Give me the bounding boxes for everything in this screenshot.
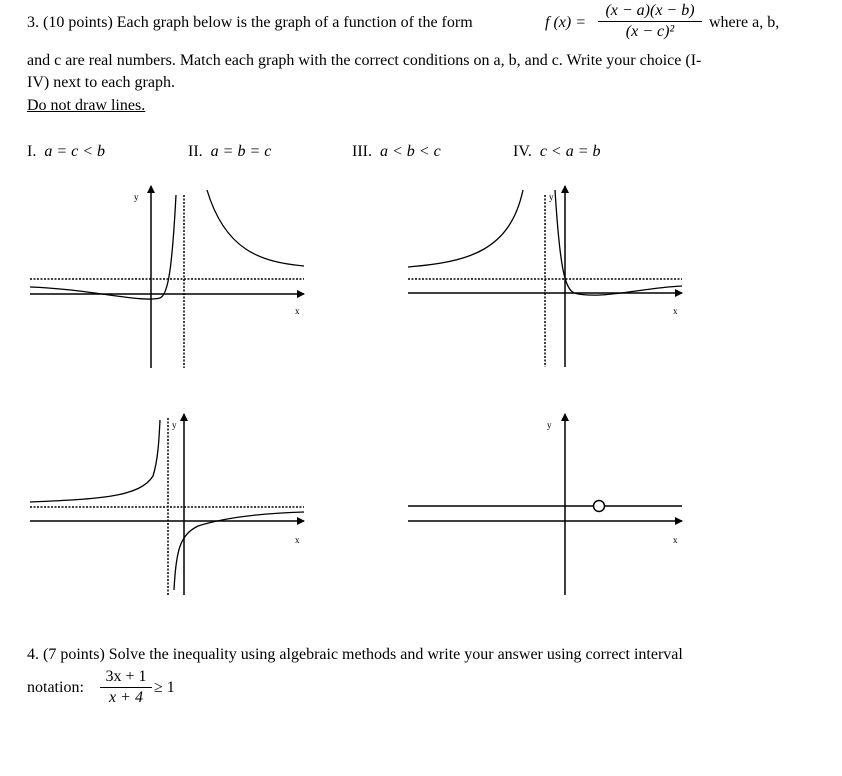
graph-2	[408, 186, 682, 367]
q4-denominator: x + 4	[109, 689, 143, 706]
option-1-roman: I.	[27, 143, 37, 160]
q4-notation-label: notation:	[27, 679, 84, 696]
graph-3	[30, 414, 304, 595]
q3-denominator: (x − c)²	[625, 23, 675, 40]
graph-3-x-label: x	[295, 535, 300, 545]
graph-1	[30, 186, 304, 368]
option-3-roman: III.	[352, 143, 372, 160]
q3-function-label: f (x) =	[545, 14, 586, 31]
graph-4-y-label: y	[547, 420, 552, 430]
graph-2-y-label: y	[549, 192, 554, 202]
graph-1-x-label: x	[295, 306, 300, 316]
graph-2-left-branch	[408, 190, 523, 267]
graph-3-y-label: y	[172, 420, 177, 430]
graph-1-y-label: y	[134, 192, 139, 202]
q3-instruction: Do not draw lines.	[27, 97, 146, 114]
graph-3-left-branch	[30, 420, 160, 502]
q3-numerator: (x − a)(x − b)	[605, 2, 695, 19]
q3-line2: and c are real numbers. Match each graph with the correct conditions on a, b, and c. Write your choice (I-	[27, 52, 702, 69]
graph-1-left-branch	[30, 195, 176, 299]
option-4-condition: c < a = b	[539, 143, 601, 160]
graph-4-x-label: x	[673, 535, 678, 545]
option-2-condition: a = b = c	[210, 143, 272, 160]
q4-numerator: 3x + 1	[105, 668, 147, 685]
option-3-condition: a < b < c	[379, 143, 441, 160]
option-4-roman: IV.	[513, 143, 532, 160]
q3-line3: IV) next to each graph.	[27, 74, 175, 91]
q4-relation: ≥ 1	[154, 679, 175, 696]
graph-2-x-label: x	[673, 306, 678, 316]
fraction-bar	[100, 687, 152, 688]
option-2-roman: II.	[188, 143, 203, 160]
q3-prompt-suffix: where a, b,	[709, 14, 780, 31]
option-1-condition: a = c < b	[44, 143, 106, 160]
q4-fraction	[100, 668, 152, 707]
graph-3-right-branch	[174, 512, 304, 590]
graph-4	[408, 414, 682, 595]
graph-4-hole	[594, 501, 605, 512]
q4-prompt: 4. (7 points) Solve the inequality using algebraic methods and write your answer using correct interval	[27, 646, 683, 663]
q3-prompt: 3. (10 points) Each graph below is the graph of a function of the form	[27, 14, 473, 31]
graph-1-right-branch	[207, 190, 304, 266]
